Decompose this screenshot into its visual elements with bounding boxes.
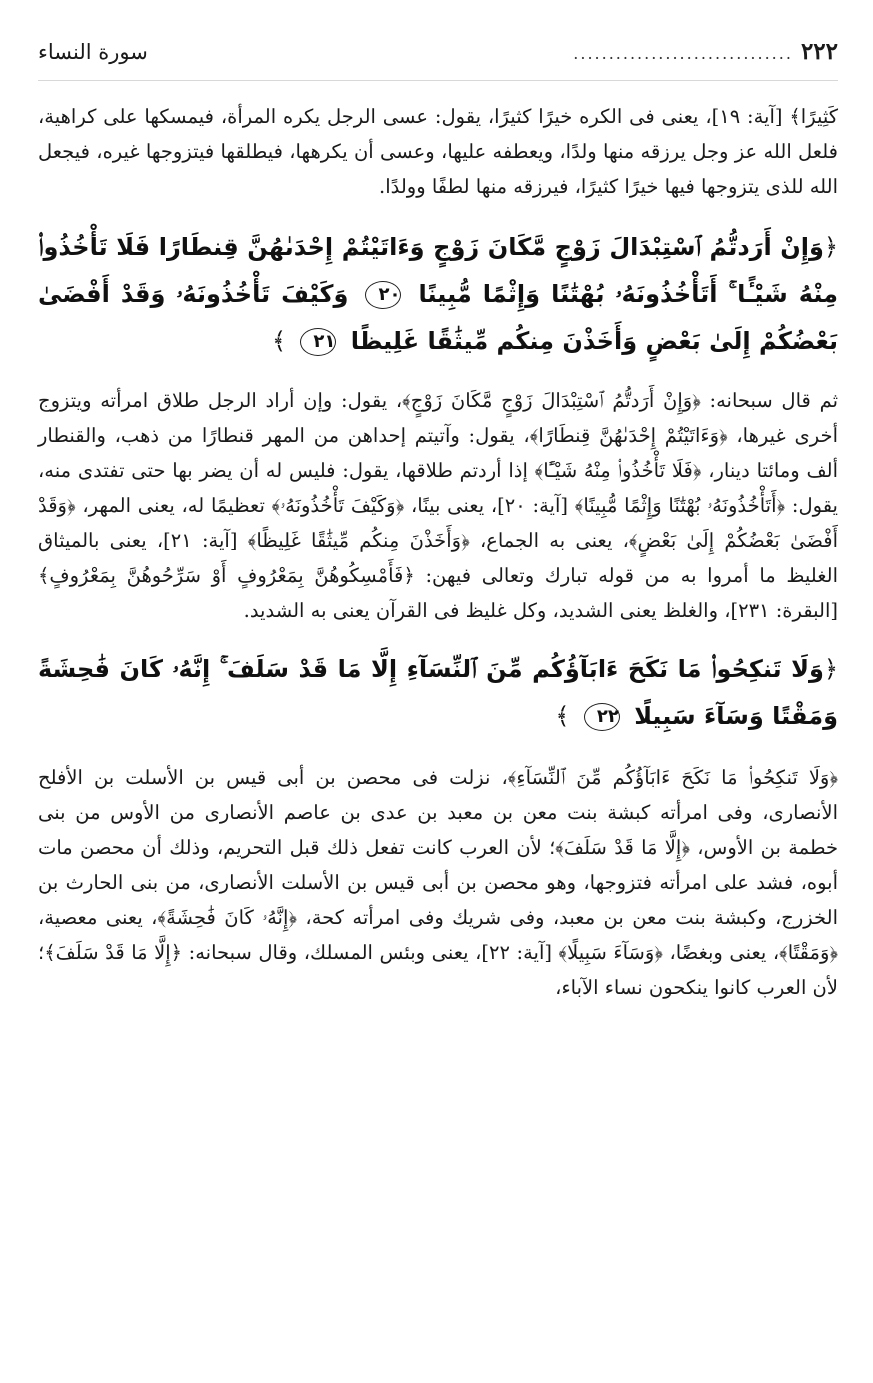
verse-text-20: وَإِنْ أَرَدتُّمُ ٱسْتِبْدَالَ زَوْجٍ مَّكَانَ زَوْجٍ وَءَاتَيْتُمْ إِحْدَىٰهُنَّ قِنطَارًا فَلَا تَأْخُذُوا۟ مِنْهُ شَيْـًٔا ۚ أَتَأْخُذُونَهُۥ بُهْتَٰنًا وَإِثْمًا مُّبِينًا [38,233,839,308]
verse-close-bracket: ﴾ [555,702,570,730]
quran-verse-block-20-21 [38,224,838,365]
verse-text-22: وَلَا تَنكِحُوا۟ مَا نَكَحَ ءَابَآؤُكُم مِّنَ ٱلنِّسَآءِ إِلَّا مَا قَدْ سَلَفَ ۚ إِنَّهُۥ كَانَ فَٰحِشَةً وَمَقْتًا وَسَآءَ سَبِيلًا [38,655,838,730]
header-leader-dots: ............................... [573,44,793,63]
verse-close-bracket: ﴾ [271,327,286,355]
surah-title: سورة النساء [38,40,148,64]
commentary-paragraph-3: ﴿وَلَا تَنكِحُوا۟ مَا نَكَحَ ءَابَآؤُكُم مِّنَ ٱلنِّسَآءِ﴾، نزلت فى محصن بن أبى قيس بن الأسلت بن الأفلح الأنصارى، وفى امرأته كبشة بنت معن بن معبد بن عدى بن عاصم الأنصارى من الأوس من بنى خطمة بن الأوس، ﴿إِلَّا مَا قَدْ سَلَفَ﴾؛ لأن العرب كانت تفعل ذلك قبل التحريم، وذلك أن محصن مات أبوه، فشد على امرأته فتزوجها، وهو محصن بن أبى قيس بن الأسلت الأنصارى، من بنى الحارث بن الخزرج، وكبشة بنت معن بن معبد، وفى شريك وفى امرأته كحة، ﴿إِنَّهُۥ كَانَ فَٰحِشَةً﴾، يعنى معصية، ﴿وَمَقْتًا﴾، يعنى وبغضًا، ﴿وَسَآءَ سَبِيلًا﴾ [آية: ٢٢]، يعنى وبئس المسلك، وقال سبحانه: ﴿إِلَّا مَا قَدْ سَلَفَ﴾؛ لأن العرب كانوا ينكحون نساء الآباء، [38,766,839,999]
book-page [38,38,838,1358]
page-number: ٢٢٢ [800,38,838,65]
verse-number-badge: ٢١ [300,328,336,356]
verse-open-bracket: ﴿ [823,233,838,261]
commentary-paragraph-2: ثم قال سبحانه: ﴿وَإِنْ أَرَدتُّمُ ٱسْتِبْدَالَ زَوْجٍ مَّكَانَ زَوْجٍ﴾، يقول: وإن أراد الرجل طلاق امرأته ويتزوج أخرى غيرها، ﴿وَءَاتَيْتُمْ إِحْدَىٰهُنَّ قِنطَارًا﴾، يقول: وآتيتم إحداهن من المهر قنطارًا من ذهب، والقنطار ألف ومائتا دينار، ﴿فَلَا تَأْخُذُوا۟ مِنْهُ شَيْـًٔا﴾ إذا أردتم طلاقها، يقول: فليس له أن يضر بها حتى تفتدى منه، يقول: ﴿أَتَأْخُذُونَهُۥ بُهْتَٰنًا وَإِثْمًا مُّبِينًا﴾ [آية: ٢٠]، يعنى بينًا، ﴿وَكَيْفَ تَأْخُذُونَهُۥ﴾ تعظيمًا له، يعنى المهر، ﴿وَقَدْ أَفْضَىٰ بَعْضُكُمْ إِلَىٰ بَعْضٍ﴾، يعنى به الجماع، ﴿وَأَخَذْنَ مِنكُم مِّيثَٰقًا غَلِيظًا﴾ [آية: ٢١]، يعنى بالميثاق الغليظ ما أمروا به من قوله تبارك وتعالى فيهن: ﴿فَأَمْسِكُوهُنَّ بِمَعْرُوفٍ أَوْ سَرِّحُوهُنَّ بِمَعْرُوفٍ﴾ [البقرة: ٢٣١]، والغلظ يعنى الشديد، وكل غليظ فى القرآن يعنى به الشديد. [38,389,838,622]
running-header [38,38,838,81]
verse-number-badge: ٢٢ [584,703,620,731]
verse-number-badge: ٢٠ [365,281,401,309]
commentary-paragraph-1: كَثِيرًا﴾ [آية: ١٩]، يعنى فى الكره خيرًا كثيرًا، يقول: عسى الرجل يكره المرأة، فيمسكها على كراهية، فلعل الله عز وجل يرزقه منها ولدًا، ويعطفه عليها، وعسى أن يكرهها، فيطلقها فيتزوجها غيره، فيجعل الله للذى يتزوجها فيها خيرًا كثيرًا، فيرزقه منها لطفًا وولدًا. [38,105,838,198]
quran-verse-block-22 [38,646,838,740]
verse-open-bracket: ﴿ [823,655,838,683]
verse-text-21: وَكَيْفَ تَأْخُذُونَهُۥ وَقَدْ أَفْضَىٰ بَعْضُكُمْ إِلَىٰ بَعْضٍ وَأَخَذْنَ مِنكُم مِّيثَٰقًا غَلِيظًا [38,280,838,355]
